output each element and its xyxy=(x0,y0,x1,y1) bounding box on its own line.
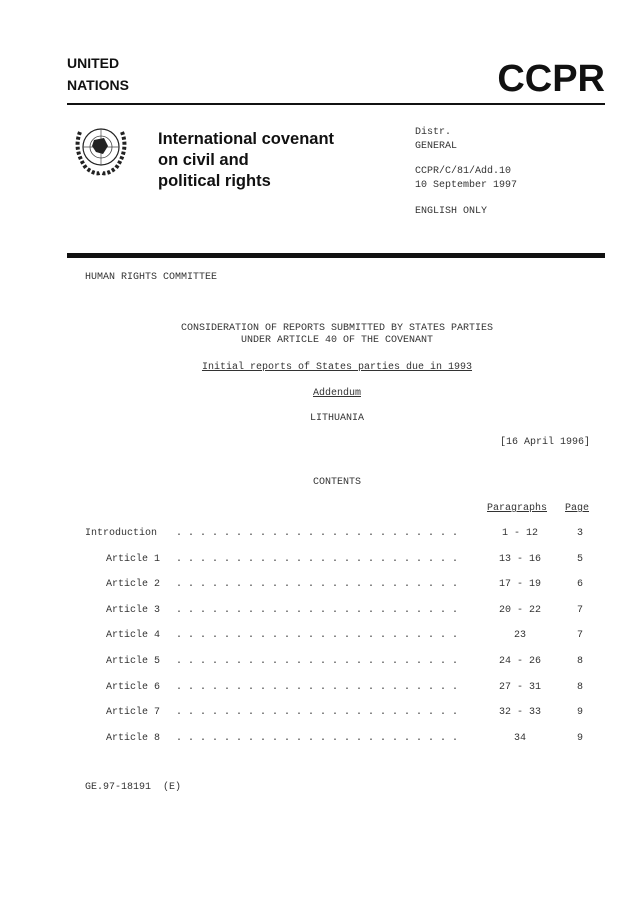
distr-label: Distr. xyxy=(415,127,452,138)
addendum: Addendum xyxy=(312,388,361,399)
doc-symbol: CCPR/C/81/Add.10 xyxy=(415,166,512,177)
contents-label: Article 2 xyxy=(106,579,161,591)
contents-label: Introduction xyxy=(85,528,158,539)
org-name-line2: NATIONS xyxy=(67,77,129,93)
un-emblem-icon xyxy=(70,120,132,180)
contents-row xyxy=(0,630,640,644)
contents-paragraphs: 13 - 16 xyxy=(498,553,541,565)
contents-paragraphs: 23 xyxy=(513,630,526,642)
leader-dots: . . . . . . . . . . . . . . . . . . . . . . . . xyxy=(176,732,459,744)
contents-row xyxy=(0,605,640,619)
heading-line2: UNDER ARTICLE 40 OF THE COVENANT xyxy=(240,335,434,346)
leader-dots: . . . . . . . . . . . . . . . . . . . . . . . . xyxy=(176,553,459,565)
heading-line1: CONSIDERATION OF REPORTS SUBMITTED BY STATES PARTIES xyxy=(180,323,494,334)
leader-dots: . . . . . . . . . . . . . . . . . . . . . . . . xyxy=(176,630,459,642)
contents-label: Article 1 xyxy=(106,553,161,565)
contents-title: CONTENTS xyxy=(312,477,361,488)
contents-label: Article 5 xyxy=(106,656,161,667)
contents-page: 7 xyxy=(576,630,583,642)
contents-page: 9 xyxy=(576,732,583,744)
header-divider xyxy=(67,103,605,105)
leader-dots: . . . . . . . . . . . . . . . . . . . . . . . . xyxy=(176,579,459,591)
contents-row xyxy=(0,733,640,747)
document-series-symbol: CCPR xyxy=(497,58,605,100)
contents-paragraphs: 1 - 12 xyxy=(501,528,538,539)
report-date: [16 April 1996] xyxy=(499,437,590,448)
language: ENGLISH ONLY xyxy=(415,206,488,217)
contents-row xyxy=(0,554,640,568)
job-number: GE.97-18191 (E) xyxy=(85,782,182,793)
contents-page: 6 xyxy=(576,579,583,591)
contents-paragraphs: 34 xyxy=(513,732,526,744)
leader-dots: . . . . . . . . . . . . . . . . . . . . . . . . xyxy=(176,656,459,667)
doc-date: 10 September 1997 xyxy=(415,180,518,191)
contents-paragraphs: 20 - 22 xyxy=(498,604,541,616)
contents-page: 5 xyxy=(576,553,583,565)
title-line: on civil and xyxy=(158,151,249,169)
org-name-line1: UNITED xyxy=(67,55,120,71)
subheading: Initial reports of States parties due in 1993 xyxy=(201,362,473,373)
contents-paragraphs: 32 - 33 xyxy=(498,707,541,719)
contents-page: 3 xyxy=(576,528,583,539)
committee-name: HUMAN RIGHTS COMMITTEE xyxy=(85,272,218,283)
contents-row xyxy=(0,707,640,721)
contents-page: 8 xyxy=(576,656,583,667)
title-line: political rights xyxy=(158,172,271,190)
title-line: International covenant xyxy=(158,130,335,148)
leader-dots: . . . . . . . . . . . . . . . . . . . . . . . . xyxy=(176,528,459,539)
distribution: GENERAL xyxy=(415,141,458,152)
col-header-paragraphs: Paragraphs xyxy=(487,503,548,514)
covenant-title xyxy=(158,129,334,192)
leader-dots: . . . . . . . . . . . . . . . . . . . . . . . . xyxy=(176,604,459,616)
leader-dots: . . . . . . . . . . . . . . . . . . . . . . . . xyxy=(176,707,459,719)
col-header-page: Page xyxy=(565,503,590,514)
contents-row xyxy=(0,579,640,593)
contents-paragraphs: 27 - 31 xyxy=(498,681,541,693)
contents-label: Article 7 xyxy=(106,707,161,719)
contents-row xyxy=(0,682,640,696)
contents-label: Article 6 xyxy=(106,681,161,693)
contents-row xyxy=(0,656,640,670)
country: LITHUANIA xyxy=(309,413,364,424)
contents-page: 7 xyxy=(576,604,583,616)
leader-dots: . . . . . . . . . . . . . . . . . . . . . . . . xyxy=(176,681,459,693)
contents-row xyxy=(0,528,640,542)
contents-paragraphs: 17 - 19 xyxy=(498,579,541,591)
contents-paragraphs: 24 - 26 xyxy=(498,656,541,667)
contents-label: Article 4 xyxy=(106,630,161,642)
contents-label: Article 8 xyxy=(106,732,161,744)
contents-page: 9 xyxy=(576,707,583,719)
thick-divider xyxy=(67,253,605,258)
contents-page: 8 xyxy=(576,681,583,693)
contents-label: Article 3 xyxy=(106,604,161,616)
